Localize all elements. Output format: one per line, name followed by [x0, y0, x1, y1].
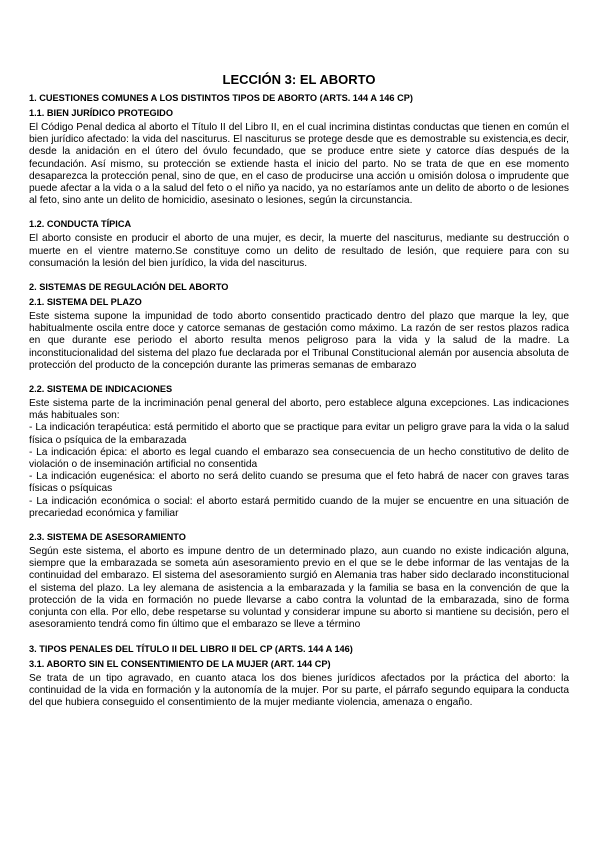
section-1-1-heading: 1.1. BIEN JURÍDICO PROTEGIDO [29, 108, 173, 118]
section-3-heading: 3. TIPOS PENALES DEL TÍTULO II DEL LIBRO II DEL CP (ARTS. 144 A 146) [29, 643, 353, 654]
section-3-1-text: Se trata de un tipo agravado, en cuanto ataca los dos bienes jurídicos afectados por la práctica del aborto: la continuidad de la vida en formación y la autonomía de la mujer. Por su parte, el párrafo segundo equipara la conducta del que hubiera conseguido el consentimiento de la mujer mediante violencia, amenaza o engaño. [29, 672, 569, 708]
section-2-2-intro: Este sistema parte de la incriminación penal general del aborto, pero establece alguna excepciones. Las indicaciones más habituales son: [29, 398, 569, 422]
section-2-1-heading: 2.1. SISTEMA DEL PLAZO [29, 297, 142, 308]
section-1-heading: 1. CUESTIONES COMUNES A LOS DISTINTOS TIPOS DE ABORTO (ARTS. 144 A 146 CP) [29, 93, 413, 103]
indication-item: - La indicación económica o social: el aborto estará permitido cuando de la mujer se encuentre en una situación de precariedad económica y familiar [29, 495, 569, 519]
section-3-1-heading: 3.1. ABORTO SIN EL CONSENTIMIENTO DE LA MUJER (ART. 144 CP) [29, 658, 331, 669]
indication-item: - La indicación eugenésica: el aborto no será delito cuando se presuma que el feto habrá de nacer con graves taras físicas o psíquicas [29, 471, 569, 495]
section-2-1-text: Este sistema supone la impunidad de todo aborto consentido practicado dentro del plazo que marque la ley, que habitualmente oscila entre doce y catorce semanas de gestación como máximo. La razón de ser restos plazos radica en que durante ese periodo el aborto resulta menos peligroso para la vida y la salud de la madre. La inconstitucionalidad del sistema del plazo fue declarada por el Tribunal Constitucional alemán por ausencia absoluta de protección del producto de la concepción durante las primeras semanas de embarazo [29, 311, 569, 371]
section-1-2-text: El aborto consiste en producir el aborto de una mujer, es decir, la muerte del nasciturus, mediante su destrucción o muerte en el vientre materno.Se constituye como un delito de resultado de lesión, que requiere para con su consumación la lesión del bien jurídico, la vida del nasciturus. [29, 233, 569, 269]
section-2-heading: 2. SISTEMAS DE REGULACIÓN DEL ABORTO [29, 282, 229, 293]
section-1-2-heading: 1.2. CONDUCTA TÍPICA [29, 219, 132, 230]
section-1-1-text: El Código Penal dedica al aborto el Título II del Libro II, en el cual incrimina distintas conductas que tienen en común el bien jurídico afectado: la vida del nasciturus. El nasciturus se protege desde que es demostrable su existencia,es decir, desde la anidación en el útero del óvulo fecundado, que se produce entre siete y catorce días después de la fecundación. Así mismo, su protección se extiende hasta el inicio del parto. No se trata de que en ese momento desaparezca la protección penal, sino de que, en el caso de producirse una acción u omisión dolosa o imprudente que puede afectar a la vida o a la salud del feto o el niño ya nacido, ya no estaríamos ante un delito de aborto o de lesiones al feto, sino ante un delito de homicidio, asesinato o lesiones, según la circunstancia. [29, 122, 569, 207]
section-2-3-text: Según este sistema, el aborto es impune dentro de un determinado plazo, aun cuando no existe indicación alguna, siempre que la embarazada se someta aún asesoramiento previo en el que se le debe informar de las ventajas de la continuidad del embarazo. El sistema del asesoramiento surgió en Alemania tras haber sido declarado inconstitucional el sistema del plazo. La ley alemana de asistencia a la embarazada y la familia se basa en la convención de que la protección de la vida en formación no puede llevarse a cabo contra la voluntad de la embarazada, sino de forma conjunta con ella. Por ello, debe respetarse su voluntad y considerar impune su aborto si mantiene su decisión, pero el asesoramiento tendrá como fin último que el embarazo se lleve a término [29, 546, 569, 631]
indication-item: - La indicación terapéutica: está permitido el aborto que se practique para evitar un peligro grave para la vida o la salud física o psíquica de la embarazada [29, 422, 569, 446]
section-2-2-heading: 2.2. SISTEMA DE INDICACIONES [29, 384, 173, 395]
section-2-3-heading: 2.3. SISTEMA DE ASESORAMIENTO [29, 532, 186, 543]
indication-item: - La indicación épica: el aborto es legal cuando el embarazo sea consecuencia de un hecho constitutivo de delito de violación o de inseminación artificial no consentida [29, 446, 569, 471]
document-title: LECCIÓN 3: EL ABORTO [222, 72, 376, 87]
